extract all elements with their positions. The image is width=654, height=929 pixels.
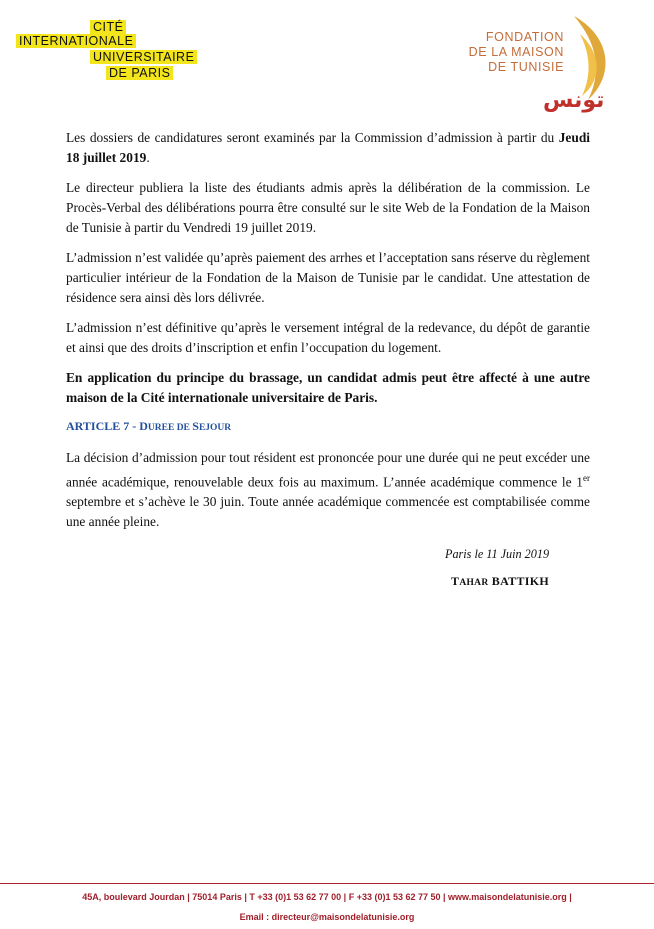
document-body bbox=[66, 128, 590, 542]
fmt-logo-line-2: DE LA MAISON bbox=[468, 45, 564, 59]
ciup-logo-line-3: UNIVERSITAIRE bbox=[90, 50, 197, 64]
fmt-logo-line-1: FONDATION bbox=[485, 30, 564, 44]
fmt-logo-line-3: DE TUNISIE bbox=[488, 60, 564, 74]
footer-address: 45A, boulevard Jourdan | 75014 Paris | T +33 (0)1 53 62 77 00 | F +33 (0)1 53 62 77 50 | www.maisondelatunisie.org | bbox=[82, 892, 572, 902]
ciup-logo-line-1: CITÉ bbox=[90, 20, 126, 34]
fmt-arabic-logotype: تونس bbox=[543, 88, 605, 113]
paragraph-stay-duration: La décision d’admission pour tout résident est prononcée pour une durée qui ne peut excéder une année académique, renouvelable deux fois au maximum. L’année académique commence le 1er septembre et s’achève le 30 juin. Toute année académique commencée est comptabilisée comme une année pleine. bbox=[66, 450, 590, 530]
paragraph-results-publication: Le directeur publiera la liste des étudiants admis après la délibération de la commission. Le Procès-Verbal des délibérations pourra être consulté sur le site Web de la Fondation de la Maison de Tunisie à partir du Vendredi 19 juillet 2019. bbox=[66, 180, 590, 235]
paragraph-admission-final: L’admission n’est définitive qu’après le versement intégral de la redevance, du dépôt de garantie et ainsi que des droits d’inscription et enfin l’occupation du logement. bbox=[66, 320, 590, 355]
ciup-logo-line-4: DE PARIS bbox=[106, 66, 173, 80]
paragraph-admission-validation: L’admission n’est validée qu’après paiement des arrhes et l’acceptation sans réserve du règlement particulier intérieur de la Fondation de la Maison de Tunisie par le candidat. Une attestation de résidence sera ainsi dès lors délivrée. bbox=[66, 250, 590, 305]
signature-block bbox=[445, 546, 605, 589]
paragraph-brassage-principle: En application du principe du brassage, un candidat admis peut être affecté à une autre maison de la Cité internationale universitaire de Paris. bbox=[66, 370, 590, 405]
ciup-logo-line-2: INTERNATIONALE bbox=[16, 34, 136, 48]
footer-divider bbox=[0, 883, 654, 884]
article-7-heading: ARTICLE 7 - DUREE DE SEJOUR bbox=[66, 419, 232, 433]
signature-name: TAHAR BATTIKH bbox=[451, 574, 550, 588]
footer-email: Email : directeur@maisondelatunisie.org bbox=[239, 912, 415, 922]
paragraph-examination-date: Les dossiers de candidatures seront examinés par la Commission d’admission à partir du Jeudi 18 juillet 2019. bbox=[66, 130, 590, 165]
signature-date: Paris le 11 Juin 2019 bbox=[445, 547, 550, 561]
